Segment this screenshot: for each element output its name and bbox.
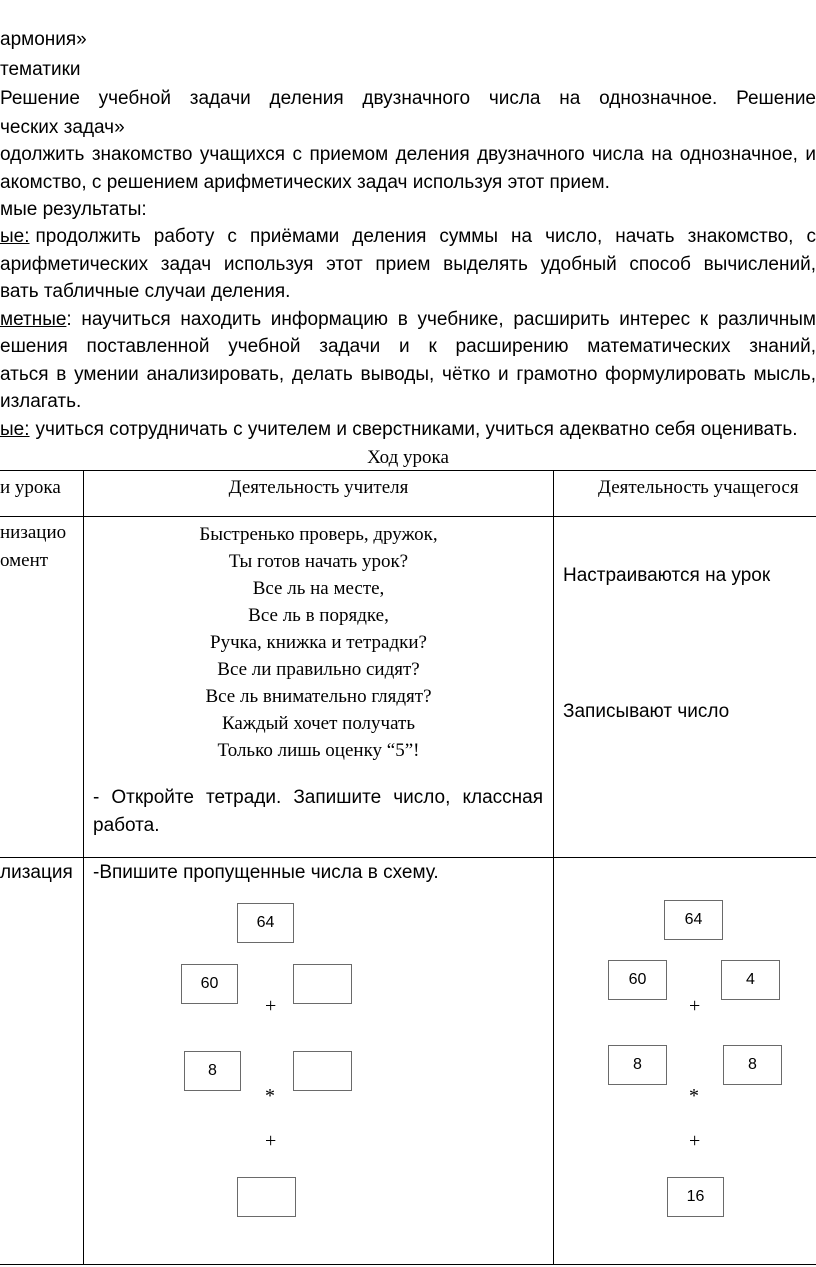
- header-line-1: армония»: [0, 29, 87, 50]
- greeting-poem: [84, 521, 553, 764]
- poem-line: Все ль на месте,: [252, 578, 385, 599]
- header-line-3: Решение учебной задачи деления двузначного числа на однозначное. Решение: [0, 88, 816, 109]
- header-line-12: ешения поставленной учебной задачи и к расширению математических знаний,: [0, 336, 816, 357]
- poem-line: Каждый хочет получать: [221, 713, 416, 734]
- header-line-8: [0, 225, 816, 249]
- table-bottom-border: [0, 1264, 816, 1265]
- col-header-stage: и урока: [0, 477, 61, 498]
- row1-stage-line-1: низацио: [0, 522, 67, 543]
- header-line-5: одолжить знакомство учащихся с приемом деления двузначного числа на однозначное, и: [0, 144, 816, 165]
- subject-results-label: ые:: [0, 226, 30, 247]
- header-line-15: [0, 418, 816, 442]
- poem-line: Все ль в порядке,: [248, 605, 389, 626]
- scheme-box-left-2: 8: [184, 1051, 241, 1091]
- personal-results-label: ые:: [0, 419, 30, 440]
- poem-line: Ты готов начать урок?: [228, 551, 409, 572]
- row2-stage: лизация: [0, 862, 73, 883]
- scheme-box-right-1[interactable]: [293, 964, 352, 1004]
- scheme-box-right-2[interactable]: [293, 1051, 352, 1091]
- plus-sign: +: [689, 995, 701, 1017]
- plus-sign: +: [689, 1130, 701, 1152]
- table-row-border: [0, 857, 816, 858]
- header-line-10: вать табличные случаи деления.: [0, 281, 291, 302]
- scheme-instruction: -Впишите пропущенные числа в схему.: [93, 862, 439, 883]
- answer-box-top: 64: [664, 900, 723, 940]
- subject-results-text: продолжить работу с приёмами деления суммы на число, начать знакомство, с: [35, 226, 816, 247]
- answer-box-bottom: 16: [667, 1177, 724, 1217]
- header-line-14: излагать.: [0, 391, 82, 412]
- student-activity-1: Настраиваются на урок: [563, 565, 771, 586]
- header-line-6: акомство, с решением арифметических задач используя этот прием.: [0, 172, 610, 193]
- metasubject-label: метные: [0, 309, 67, 330]
- answer-box-left-1: 60: [608, 960, 667, 1000]
- plus-sign: +: [265, 1130, 277, 1152]
- poem-line: Все ль внимательно глядят?: [205, 686, 432, 707]
- row1-stage-line-2: омент: [0, 550, 49, 571]
- table-col-divider-2: [553, 470, 554, 1265]
- multiply-sign: *: [689, 1085, 699, 1107]
- col-header-teacher: Деятельность учителя: [228, 477, 409, 498]
- teacher-instruction-line-2: работа.: [93, 815, 160, 836]
- answer-box-right-1: 4: [721, 960, 780, 1000]
- metasubject-text: : научиться находить информацию в учебнике, расширить интерес к различным: [66, 309, 816, 330]
- poem-line: Ручка, книжка и тетрадки?: [210, 632, 427, 653]
- multiply-sign: *: [265, 1085, 275, 1107]
- answer-box-left-2: 8: [608, 1045, 667, 1085]
- header-line-2: тематики: [0, 59, 81, 80]
- poem-line: Быстренько проверь, дружок,: [199, 524, 438, 545]
- table-top-border: [0, 470, 816, 471]
- table-title: Ход урока: [367, 447, 449, 468]
- header-line-13: аться в умении анализировать, делать выводы, чётко и грамотно формулировать мысль,: [0, 364, 816, 385]
- scheme-box-left-1: 60: [181, 964, 238, 1004]
- header-line-11: [0, 308, 816, 332]
- scheme-box-bottom[interactable]: [237, 1177, 296, 1217]
- header-line-7: мые результаты:: [0, 199, 147, 220]
- header-line-9: арифметических задач используя этот прием выделять удобный способ вычислений,: [0, 254, 816, 275]
- scheme-box-top: 64: [237, 903, 294, 943]
- poem-line: Все ли правильно сидят?: [217, 659, 420, 680]
- col-header-student: Деятельность учащегося: [598, 477, 799, 498]
- poem-line: Только лишь оценку “5”!: [217, 740, 420, 761]
- answer-box-right-2: 8: [723, 1045, 782, 1085]
- header-line-4: ческих задач»: [0, 117, 125, 138]
- plus-sign: +: [265, 995, 277, 1017]
- personal-results-text: учиться сотрудничать с учителем и сверстниками, учиться адекватно себя оценивать.: [35, 419, 798, 440]
- teacher-instruction-line-1: - Откройте тетради. Запишите число, классная: [93, 787, 543, 808]
- student-activity-2: Записывают число: [563, 701, 730, 722]
- table-header-border: [0, 516, 816, 517]
